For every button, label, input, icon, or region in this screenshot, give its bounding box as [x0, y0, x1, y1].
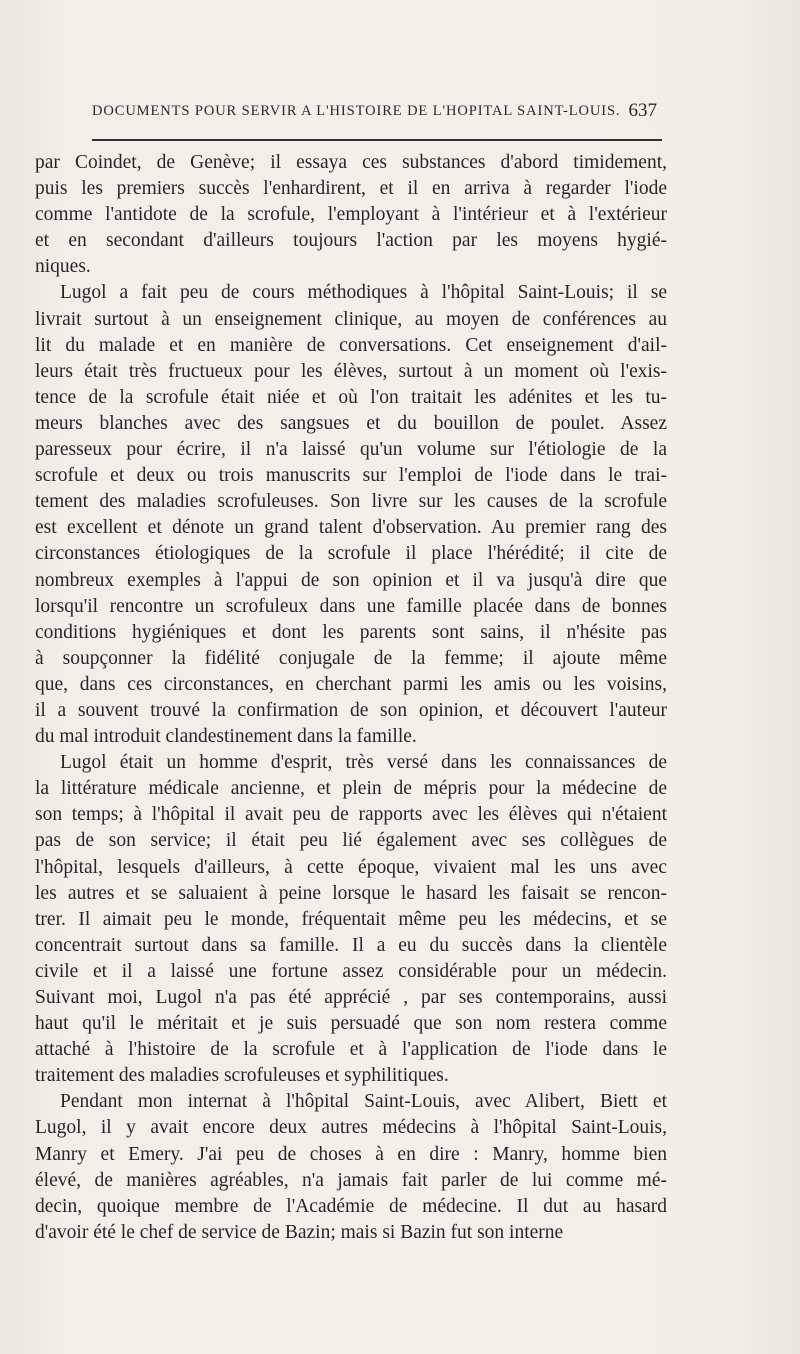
text-line: civile et il a laissé une fortune assez considérable pour un médecin.: [35, 960, 667, 982]
text-line: est excellent et dénote un grand talent d'observation. Au premier rang des: [35, 517, 667, 539]
text-line: nombreux exemples à l'appui de son opinion et il va jusqu'à dire que: [35, 569, 667, 591]
text-line: traitement des maladies scrofuleuses et syphilitiques.: [35, 1065, 449, 1087]
header-rule: [92, 139, 662, 141]
text-line: concentrait surtout dans sa famille. Il a eu du succès dans la clientèle: [35, 934, 667, 956]
text-line: son temps; à l'hôpital il avait peu de rapports avec les élèves qui n'étaient: [35, 804, 667, 826]
running-title: DOCUMENTS POUR SERVIR A L'HISTOIRE DE L'HOPITAL SAINT-LOUIS.: [92, 103, 621, 119]
text-line: livrait surtout à un enseignement clinique, au moyen de conférences au: [35, 308, 667, 330]
text-line: conditions hygiéniques et dont les parents sont sains, il n'hésite pas: [35, 621, 667, 643]
paragraph: [35, 750, 667, 1089]
paragraph: [35, 1089, 667, 1246]
paragraph: [35, 150, 667, 280]
text-line: pas de son service; il était peu lié également avec ses collègues de: [35, 830, 667, 852]
text-line: il a souvent trouvé la confirmation de son opinion, et découvert l'auteur: [35, 699, 667, 721]
text-line: que, dans ces circonstances, en cherchant parmi les amis ou les voisins,: [35, 673, 667, 695]
text-line: tement des maladies scrofuleuses. Son livre sur les causes de la scrofule: [35, 491, 667, 513]
text-line: à soupçonner la fidélité conjugale de la femme; il ajoute même: [35, 647, 667, 669]
text-line: par Coindet, de Genève; il essaya ces substances d'abord timidement,: [35, 152, 667, 173]
running-header: [92, 100, 657, 127]
text-line: Lugol était un homme d'esprit, très versé dans les connaissances de: [60, 752, 667, 774]
text-line: meurs blanches avec des sangsues et du bouillon de poulet. Assez: [35, 412, 667, 434]
text-line: Lugol a fait peu de cours méthodiques à l'hôpital Saint-Louis; il se: [60, 282, 667, 304]
text-line: les autres et se saluaient à peine lorsque le hasard les faisait se rencon-: [35, 882, 667, 904]
text-line: l'hôpital, lesquels d'ailleurs, à cette époque, vivaient mal les uns avec: [35, 856, 667, 878]
text-line: tence de la scrofule était niée et où l'on traitait les adénites et les tu-: [35, 386, 667, 408]
text-line: Manry et Emery. J'ai peu de choses à en dire : Manry, homme bien: [35, 1143, 667, 1165]
text-line: lorsqu'il rencontre un scrofuleux dans une famille placée dans de bonnes: [35, 595, 667, 617]
text-line: comme l'antidote de la scrofule, l'employant à l'intérieur et à l'extérieur: [35, 204, 667, 226]
text-line: puis les premiers succès l'enhardirent, et il en arriva à regarder l'iode: [35, 178, 667, 200]
text-line: d'avoir été le chef de service de Bazin; mais si Bazin fut son interne: [35, 1221, 564, 1243]
text-line: paresseux pour écrire, il n'a laissé qu'un volume sur l'étiologie de la: [35, 439, 667, 461]
text-line: scrofule et deux ou trois manuscrits sur l'emploi de l'iode dans le trai-: [35, 465, 667, 487]
text-line: niques.: [35, 256, 91, 278]
text-line: Suivant moi, Lugol n'a pas été apprécié , par ses contemporains, aussi: [35, 987, 667, 1008]
text-line: Lugol, il y avait encore deux autres médecins à l'hôpital Saint-Louis,: [35, 1117, 667, 1139]
text-line: lit du malade et en manière de conversations. Cet enseignement d'ail-: [35, 334, 667, 356]
body-text: [35, 150, 667, 1246]
text-line: élevé, de manières agréables, n'a jamais fait parler de lui comme mé-: [35, 1169, 667, 1191]
text-line: et en secondant d'ailleurs toujours l'action par les moyens hygié-: [35, 230, 667, 252]
text-line: circonstances étiologiques de la scrofule il place l'hérédité; il cite de: [35, 543, 667, 565]
text-line: Pendant mon internat à l'hôpital Saint-Louis, avec Alibert, Biett et: [60, 1091, 667, 1113]
text-line: decin, quoique membre de l'Académie de médecine. Il dut au hasard: [35, 1195, 667, 1217]
text-line: du mal introduit clandestinement dans la famille.: [35, 726, 417, 748]
text-line: attaché à l'histoire de la scrofule et à l'application de l'iode dans le: [35, 1039, 667, 1061]
text-line: la littérature médicale ancienne, et plein de mépris pour la médecine de: [35, 778, 667, 800]
paragraph: [35, 280, 667, 750]
text-line: trer. Il aimait peu le monde, fréquentait même peu les médecins, et se: [35, 908, 667, 930]
text-line: leurs était très fructueux pour les élèves, surtout à un moment où l'exis-: [35, 360, 667, 382]
page-number: 637: [628, 100, 657, 121]
text-line: haut qu'il le méritait et je suis persuadé que son nom restera comme: [35, 1013, 667, 1035]
